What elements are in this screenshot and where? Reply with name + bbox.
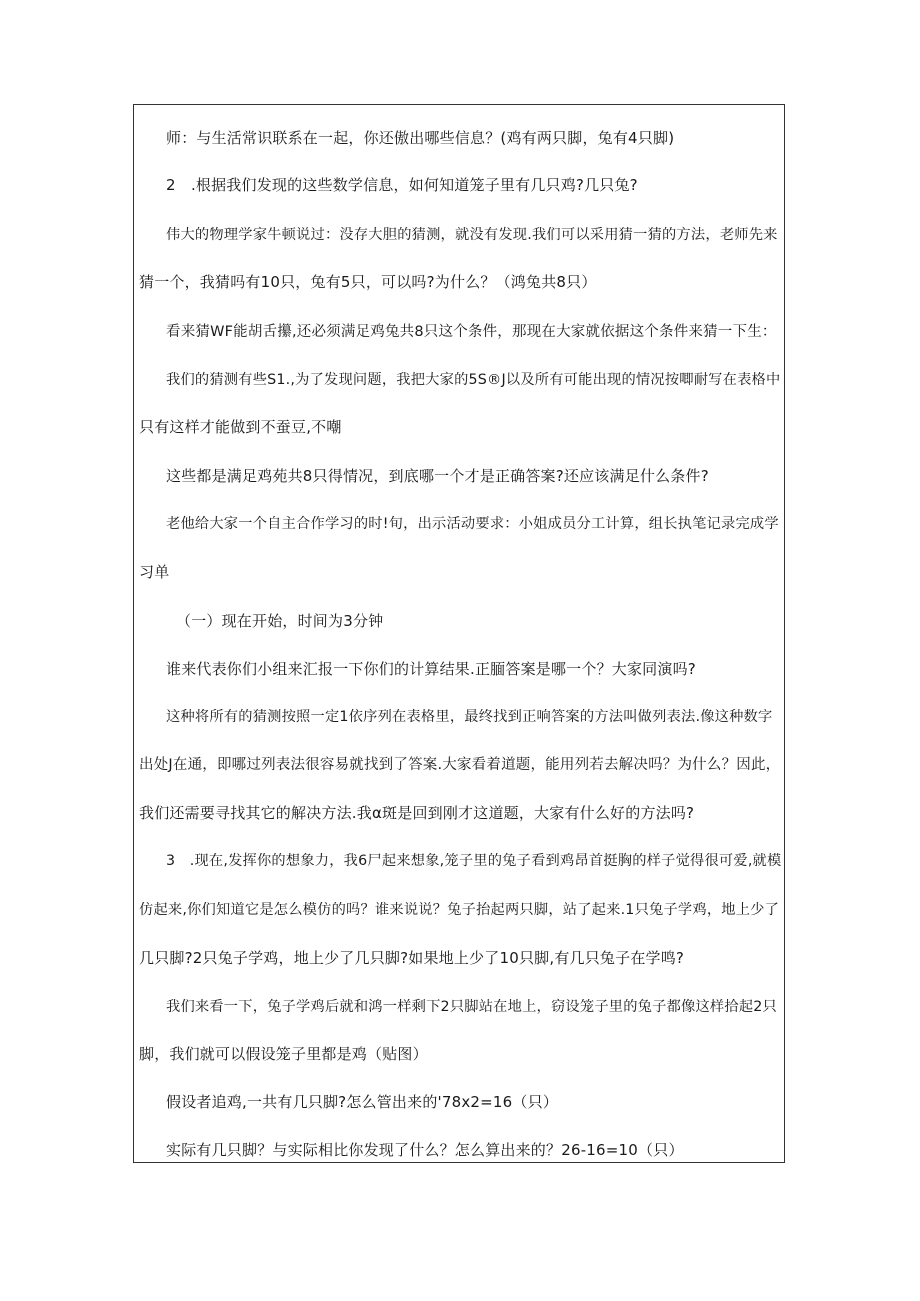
text-line: 实际有几只脚？与实际相比你发现了什么？怎么算出来的？26-16=10（只） xyxy=(166,1141,684,1159)
text-line: 谁来代表你们小组来汇报一下你们的计算结果.正腼答案是哪一个？大家同演吗? xyxy=(166,660,696,678)
text-line: （一）现在开始，时间为3分钟 xyxy=(176,612,384,630)
text-line: 看来猜WF能胡舌攥,还必须满足鸡兔共8只这个条件，那现在大家就依据这个条件来猜一下生： xyxy=(166,324,777,340)
text-line: 仿起来,你们知道它是怎么模仿的吗？谁来说说？兔子抬起两只脚，站了起来.1只兔子学鸡，地上少了 xyxy=(139,902,780,918)
text-line: 脚，我们就可以假设笼子里都是鸡（贴图） xyxy=(139,1045,428,1063)
text-line: 这些都是满足鸡苑共8只得情况，到底哪一个才是正确答案?还应该满足什么条件? xyxy=(166,467,709,485)
text-line: 我们来看一下，兔子学鸡后就和鸿一样剩下2只脚站在地上，窃设笼子里的兔子都像这样拾起2只 xyxy=(166,999,777,1015)
text-line: 习单 xyxy=(139,563,170,581)
text-line: 几只脚?2只兔子学鸡，地上少了几只脚?如果地上少了10只脚,有几只兔子在学鸣? xyxy=(139,949,685,967)
text-line: 伟大的物理学家牛顿说过：没存大胆的猜测，就没有发现.我们可以采用猜一猜的方法，老师先来 xyxy=(166,227,778,243)
text-line: 猜一个，我猜吗有10只，兔有5只，可以吗?为什么？（鸿兔共8只） xyxy=(139,273,597,291)
text-line: 2 .根据我们发现的这些数学信息，如何知道笼子里有几只鸡?几只兔? xyxy=(166,176,638,194)
text-line: 这种将所有的猜测按照一定1依序列在表格里，最终找到正响答案的方法叫做列表法.像这种数字 xyxy=(166,709,773,725)
text-line: 只有这样才能做到不蚕豆,不嘲 xyxy=(139,418,342,436)
text-line: 老他给大家一个自主合作学习的时!旬，出示活动要求：小姐成员分工计算，组长执笔记录完成学 xyxy=(166,516,779,532)
text-line: 我们的猜测有些S1.,为了发现问题，我把大家的5S®J以及所有可能出现的情况按唧耐写在表格中 xyxy=(166,372,781,388)
text-line: 师：与生活常识联系在一起，你还傲出哪些信息？(鸡有两只脚，兔有4只脚) xyxy=(166,129,675,147)
text-line: 我们还需要寻找其它的解决方法.我α斑是回到刚才这道题，大家有什么好的方法吗? xyxy=(139,804,695,822)
text-line: 出处J在通，即哪过列表法很容易就找到了答案.大家看着道题，能用列若去解决吗？为什么？因此， xyxy=(139,757,781,773)
text-line: 假设者追鸡,一共有几只脚?怎么管出来的'78x2=16（只） xyxy=(166,1093,559,1111)
text-line: 3 .现在,发挥你的想象力，我6尸起来想象,笼子里的兔子看到鸡昂首挺胸的样子觉得很可爱,就模 xyxy=(166,853,782,869)
